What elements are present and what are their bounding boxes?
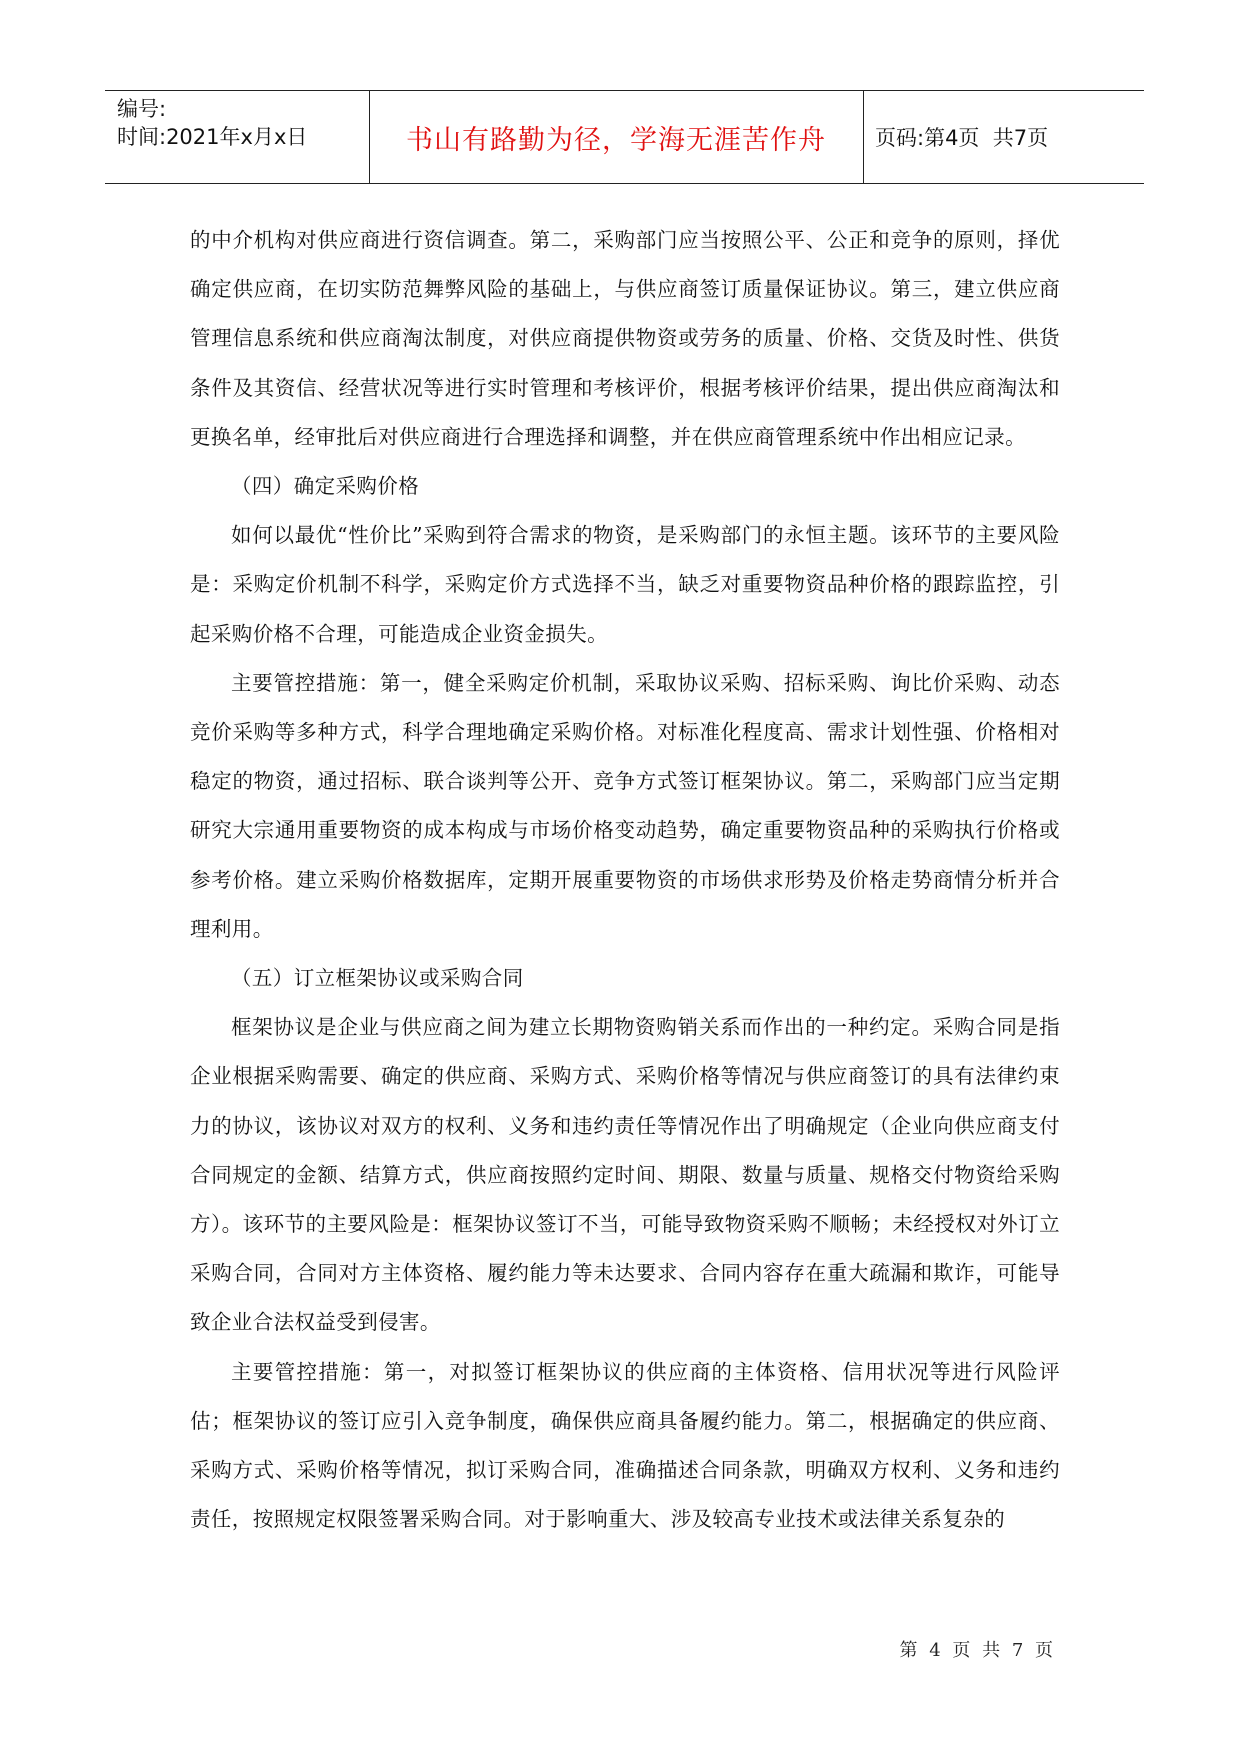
body-paragraph-contract-risk: 框架协议是企业与供应商之间为建立长期物资购销关系而作出的一种约定。采购合同是指企业根据采购需要、确定的供应商、采购方式、采购价格等情况与供应商签订的具有法律约束力的协议，该协议对双方的权利、义务和违约责任等情况作出了明确规定（企业向供应商支付合同规定的金额、结算方式，供应商按照约定时间、期限、数量与质量、规格交付物资给采购方）。该环节的主要风险是：框架协议签订不当，可能导致物资采购不顺畅；未经授权对外订立采购合同，合同对方主体资格、履约能力等未达要求、合同内容存在重大疏漏和欺诈，可能导致企业合法权益受到侵害。 xyxy=(190,1015,1060,1335)
body-paragraph-contract-controls: 主要管控措施：第一，对拟签订框架协议的供应商的主体资格、信用状况等进行风险评估；框架协议的签订应引入竞争制度，确保供应商具备履约能力。第二，根据确定的供应商、采购方式、采购价格等情况，拟订采购合同，准确描述合同条款，明确双方权利、义务和违约责任，按照规定权限签署采购合同。对于影响重大、涉及较高专业技术或法律关系复杂的 xyxy=(190,1359,1060,1532)
header-meta xyxy=(117,95,367,151)
header-page-code: 页码:第4页 共7页 xyxy=(875,126,1049,150)
page-header xyxy=(105,90,1144,184)
header-divider-right xyxy=(863,91,864,183)
document-body xyxy=(190,216,1060,1544)
header-motto: 书山有路勤为径，学海无涯苦作舟 xyxy=(406,124,826,156)
header-divider-left xyxy=(369,91,370,183)
section-heading-pricing: （四）确定采购价格 xyxy=(231,474,420,499)
body-paragraph-pricing-controls: 主要管控措施：第一，健全采购定价机制，采取协议采购、招标采购、询比价采购、动态竞价采购等多种方式，科学合理地确定采购价格。对标准化程度高、需求计划性强、价格相对稳定的物资，通过招标、联合谈判等公开、竞争方式签订框架协议。第二，采购部门应当定期研究大宗通用重要物资的成本构成与市场价格变动趋势，确定重要物资品种的采购执行价格或参考价格。建立采购价格数据库，定期开展重要物资的市场供求形势及价格走势商情分析并合理利用。 xyxy=(190,670,1060,941)
document-time-label: 时间:2021年x月x日 xyxy=(117,125,308,149)
section-heading-contract: （五）订立框架协议或采购合同 xyxy=(231,966,524,991)
body-paragraph-continuation: 的中介机构对供应商进行资信调查。第二，采购部门应当按照公平、公正和竞争的原则，择优确定供应商，在切实防范舞弊风险的基础上，与供应商签订质量保证协议。第三，建立供应商管理信息系统和供应商淘汰制度，对供应商提供物资或劳务的质量、价格、交货及时性、供货条件及其资信、经营状况等进行实时管理和考核评价，根据考核评价结果，提出供应商淘汰和更换名单，经审批后对供应商进行合理选择和调整，并在供应商管理系统中作出相应记录。 xyxy=(190,228,1060,449)
body-paragraph-pricing-risk: 如何以最优“性价比”采购到符合需求的物资，是采购部门的永恒主题。该环节的主要风险是：采购定价机制不科学，采购定价方式选择不当，缺乏对重要物资品种价格的跟踪监控，引起采购价格不合理，可能造成企业资金损失。 xyxy=(190,523,1060,646)
page-footer: 第 4 页 共 7 页 xyxy=(899,1640,1056,1661)
document-number-label: 编号: xyxy=(117,97,167,121)
